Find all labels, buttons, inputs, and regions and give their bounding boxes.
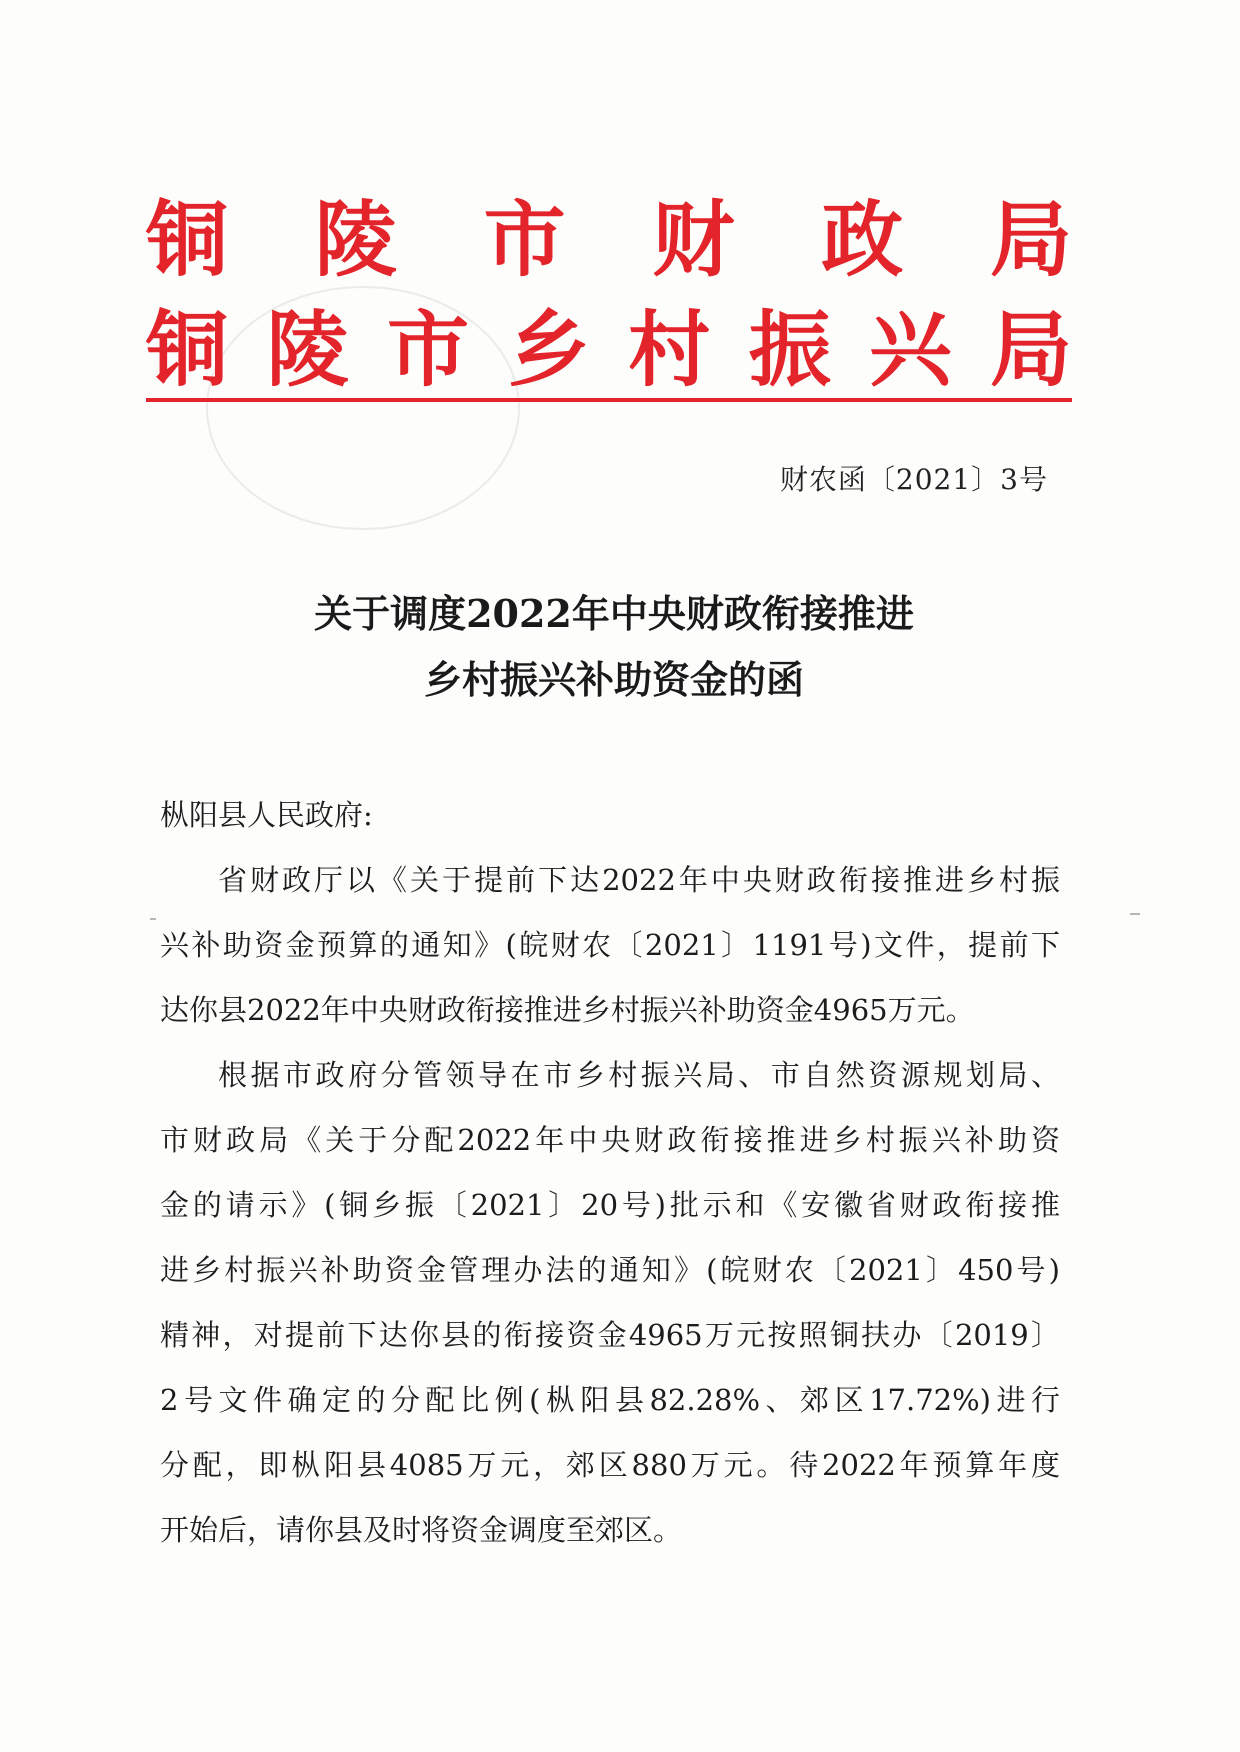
header-char: 兴 xyxy=(869,302,952,398)
header-char: 局 xyxy=(989,192,1072,288)
header-char: 乡 xyxy=(507,302,590,398)
red-separator-rule xyxy=(146,398,1072,402)
header-char: 铜 xyxy=(146,192,229,288)
scan-speck xyxy=(1130,913,1140,915)
body-line: 根据市政府分管领导在市乡村振兴局、市自然资源规划局、 xyxy=(218,1058,1060,1092)
header-char: 陵 xyxy=(266,302,349,398)
header-char: 陵 xyxy=(314,192,397,288)
header-char: 铜 xyxy=(146,302,229,398)
body-line: 开始后，请你县及时将资金调度至郊区。 xyxy=(160,1513,683,1547)
header-char: 局 xyxy=(989,302,1072,398)
scan-speck xyxy=(150,918,156,920)
body-line: 省财政厅以《关于提前下达2022年中央财政衔接推进乡村振 xyxy=(218,863,1060,897)
header-char: 财 xyxy=(652,192,735,288)
body-line: 精神，对提前下达你县的衔接资金4965万元按照铜扶办〔2019〕 xyxy=(160,1318,1060,1352)
header-char: 政 xyxy=(821,192,904,288)
issuer-header-rural-revitalization-bureau xyxy=(146,300,1072,400)
document-number: 财农函〔2021〕3号 xyxy=(779,463,1048,496)
body-line: 进乡村振兴补助资金管理办法的通知》(皖财农〔2021〕450号) xyxy=(160,1253,1060,1287)
body-line: 金的请示》(铜乡振〔2021〕20号)批示和《安徽省财政衔接推 xyxy=(160,1188,1060,1222)
header-char: 振 xyxy=(748,302,831,398)
body-line: 兴补助资金预算的通知》(皖财农〔2021〕1191号)文件，提前下 xyxy=(160,928,1060,962)
header-char: 市 xyxy=(483,192,566,288)
header-char: 市 xyxy=(387,302,470,398)
salutation: 枞阳县人民政府: xyxy=(160,798,373,832)
header-char: 村 xyxy=(628,302,711,398)
body-line: 分配，即枞阳县4085万元，郊区880万元。待2022年预算年度 xyxy=(160,1448,1060,1482)
document-title-line-1: 关于调度2022年中央财政衔接推进 xyxy=(314,591,914,636)
body-line: 达你县2022年中央财政衔接推进乡村振兴补助资金4965万元。 xyxy=(160,993,975,1027)
issuer-header-finance-bureau xyxy=(146,190,1072,290)
document-title-line-2: 乡村振兴补助资金的函 xyxy=(423,657,804,702)
body-line: 市财政局《关于分配2022年中央财政衔接推进乡村振兴补助资 xyxy=(160,1123,1060,1157)
body-line: 2号文件确定的分配比例(枞阳县82.28%、郊区17.72%)进行 xyxy=(160,1383,1060,1417)
